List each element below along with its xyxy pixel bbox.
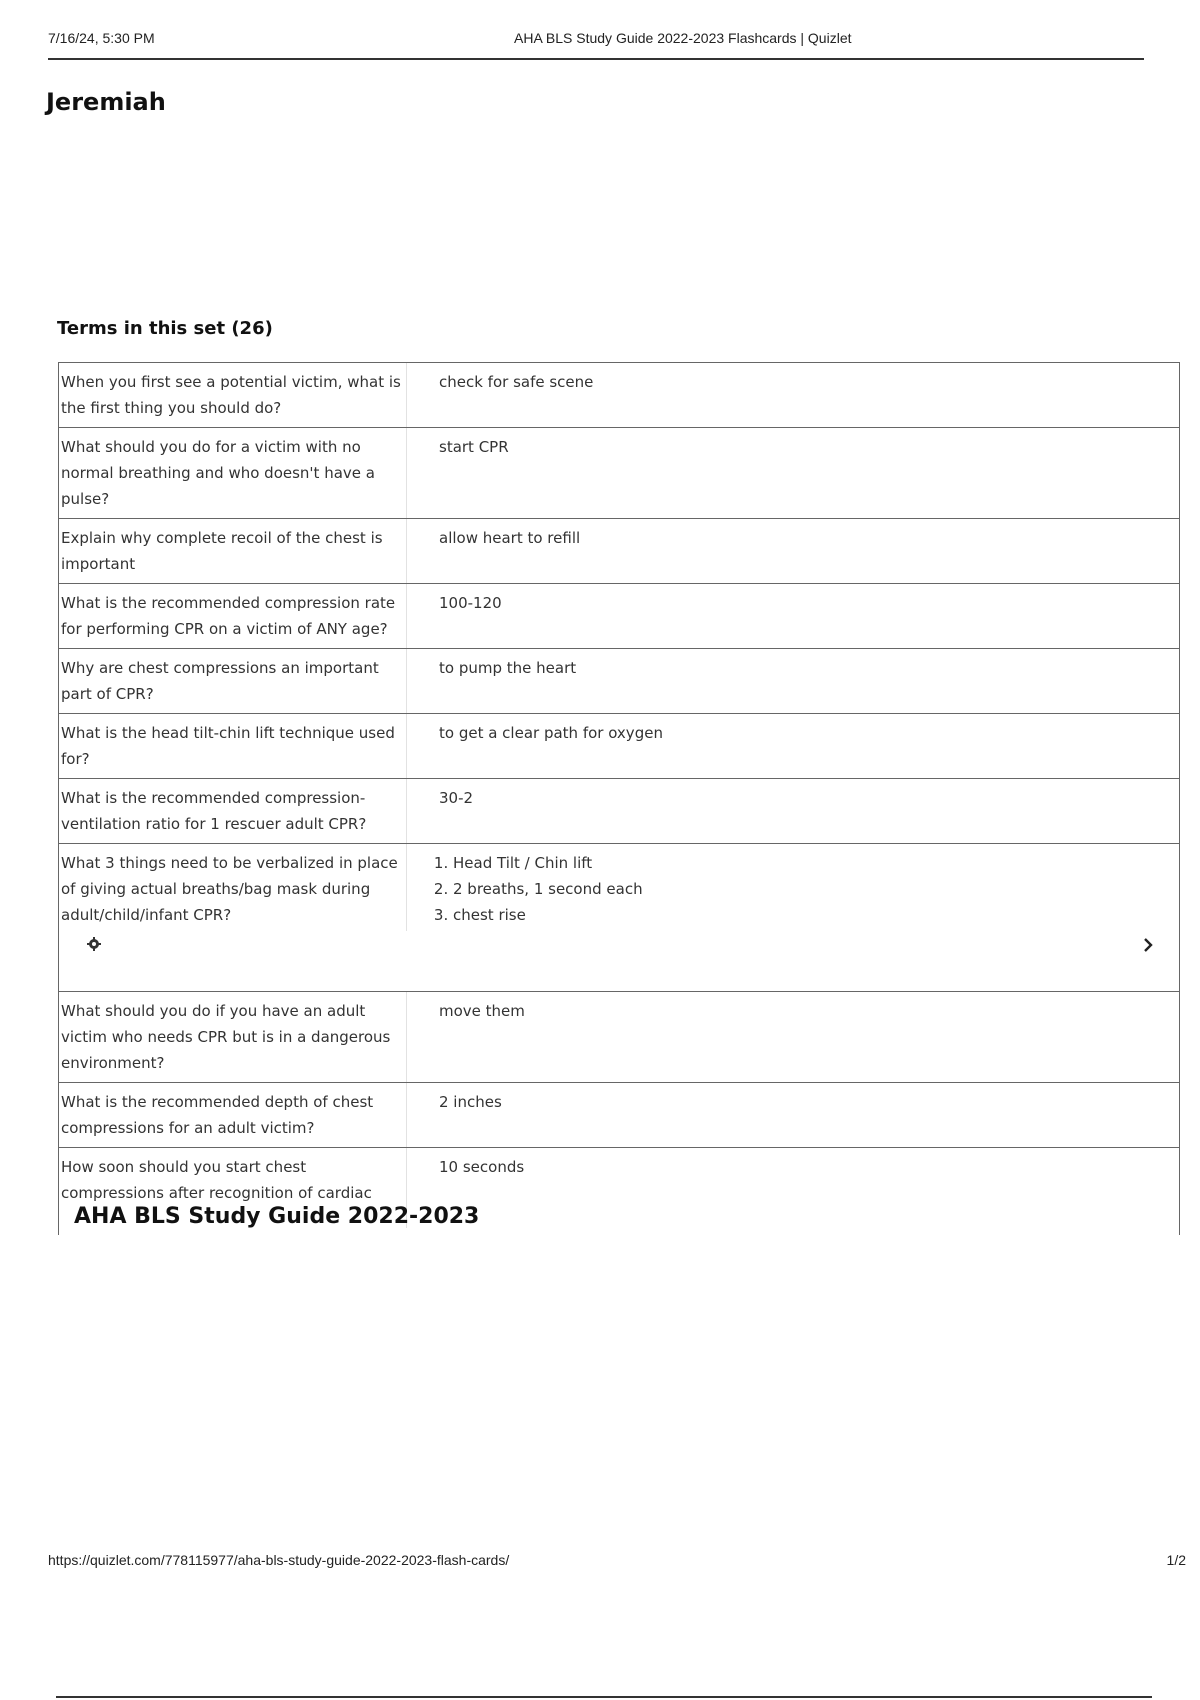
term-text: What should you do for a victim with no normal breathing and who doesn't have a pulse? — [61, 438, 375, 508]
term-row — [59, 844, 1179, 992]
print-page-title: AHA BLS Study Guide 2022-2023 Flashcards | Quizlet — [514, 30, 852, 46]
term-text: Why are chest compressions an important part of CPR? — [61, 659, 379, 703]
column-divider — [406, 1083, 407, 1147]
column-divider — [406, 844, 407, 931]
definition-text: move them — [439, 1002, 525, 1020]
term-text: When you first see a potential victim, what is the first thing you should do? — [61, 373, 401, 417]
term-text: What is the recommended compression-ventilation ratio for 1 rescuer adult CPR? — [61, 789, 367, 833]
column-divider — [406, 584, 407, 648]
definition-text: allow heart to refill — [439, 529, 581, 547]
term-row — [59, 649, 1179, 714]
term-row — [59, 1083, 1179, 1148]
term-text: How soon should you start chest compressions after recognition of cardiac — [61, 1158, 372, 1202]
term-text: What is the head tilt-chin lift technique used for? — [61, 724, 395, 768]
column-divider — [406, 714, 407, 778]
term-text: What is the recommended compression rate for performing CPR on a victim of ANY age? — [61, 594, 396, 638]
term-row — [59, 584, 1179, 649]
definition-list — [439, 850, 1139, 928]
term-row — [59, 992, 1179, 1083]
print-date: 7/16/24, 5:30 PM — [48, 30, 155, 46]
terms-heading: Terms in this set (26) — [57, 318, 273, 339]
terms-table — [58, 362, 1180, 1235]
chevron-right-icon[interactable] — [1139, 935, 1157, 955]
definition-text: 30-2 — [439, 789, 474, 807]
column-divider — [406, 363, 407, 427]
term-text: What 3 things need to be verbalized in place of giving actual breaths/bag mask during adult/child/infant CPR? — [61, 854, 398, 924]
definition-text: 100-120 — [439, 594, 502, 612]
term-text: What should you do if you have an adult victim who needs CPR but is in a dangerous environment? — [61, 1002, 391, 1072]
definition-list-item: 2. 2 breaths, 1 second each — [453, 876, 1139, 902]
term-row — [59, 714, 1179, 779]
term-text: Explain why complete recoil of the chest is important — [61, 529, 383, 573]
definition-text: to get a clear path for oxygen — [439, 724, 663, 742]
column-divider — [406, 519, 407, 583]
print-url: https://quizlet.com/778115977/aha-bls-study-guide-2022-2023-flash-cards/ — [48, 1552, 510, 1568]
term-text: What is the recommended depth of chest compressions for an adult victim? — [61, 1093, 374, 1137]
column-divider — [406, 779, 407, 843]
definition-list-item: 1. Head Tilt / Chin lift — [453, 850, 1139, 876]
definition-text: check for safe scene — [439, 373, 594, 391]
definition-text: 2 inches — [439, 1093, 502, 1111]
term-row — [59, 779, 1179, 844]
print-header — [48, 30, 1144, 60]
bottom-divider — [56, 1696, 1152, 1698]
column-divider — [406, 992, 407, 1082]
column-divider — [406, 649, 407, 713]
term-row — [59, 428, 1179, 519]
definition-text: 10 seconds — [439, 1158, 525, 1176]
print-page-number: 1/2 — [1166, 1552, 1186, 1568]
column-divider — [406, 428, 407, 518]
study-set-title: AHA BLS Study Guide 2022-2023 — [74, 1204, 480, 1229]
term-row — [59, 519, 1179, 584]
gear-icon[interactable] — [87, 937, 101, 951]
definition-text: to pump the heart — [439, 659, 577, 677]
author-name[interactable]: Jeremiah — [46, 88, 166, 116]
definition-text: start CPR — [439, 438, 509, 456]
term-row — [59, 363, 1179, 428]
definition-list-item: 3. chest rise — [453, 902, 1139, 928]
